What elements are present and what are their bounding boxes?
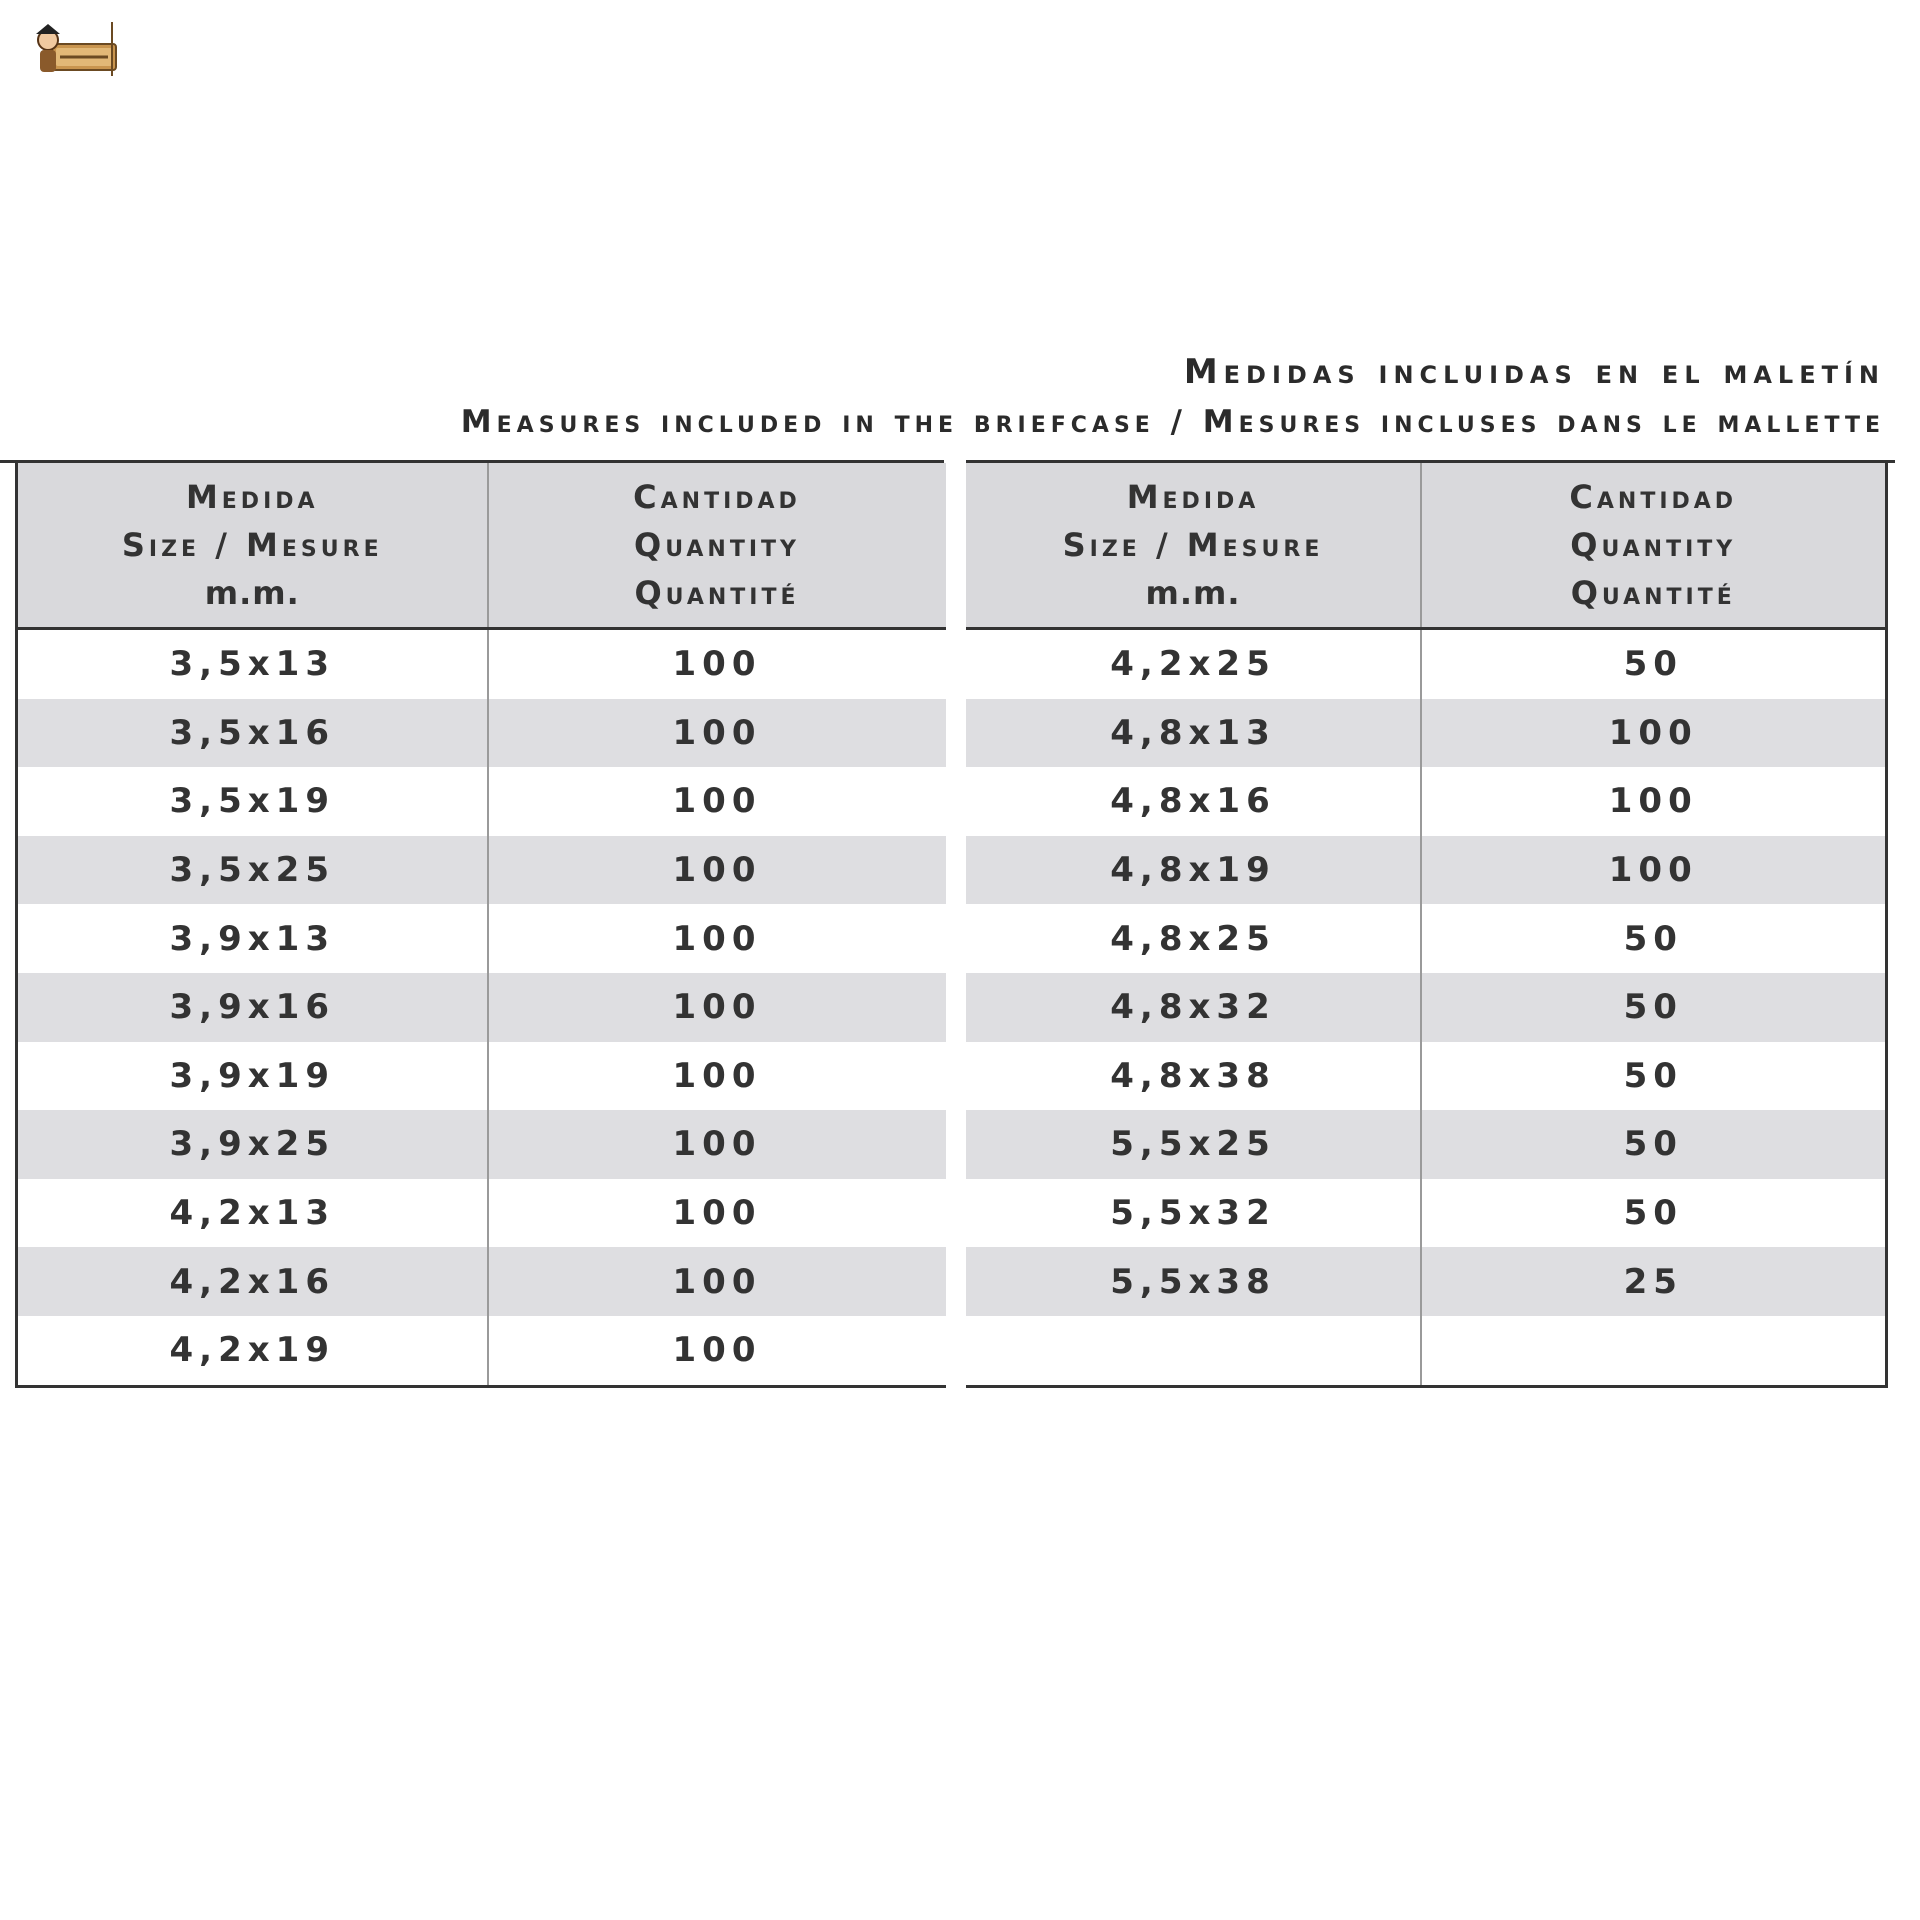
size-cell: 3,9x16 — [17, 973, 488, 1042]
table-header-row — [966, 463, 1886, 629]
size-cell: 4,2x13 — [17, 1179, 488, 1248]
table-row — [17, 836, 946, 905]
quantity-cell: 100 — [1421, 699, 1886, 768]
quantity-cell: 50 — [1421, 1110, 1886, 1179]
size-cell: 4,8x25 — [966, 904, 1421, 973]
table-row — [17, 699, 946, 768]
measures-table-right — [966, 463, 1888, 1388]
table-row — [17, 1316, 946, 1386]
size-cell: 3,5x16 — [17, 699, 488, 768]
size-cell: 4,8x32 — [966, 973, 1421, 1042]
measures-table-left — [15, 463, 946, 1388]
table-row — [17, 1179, 946, 1248]
table-row — [17, 767, 946, 836]
table-row — [17, 1042, 946, 1111]
table-row — [17, 1247, 946, 1316]
quantity-cell: 100 — [488, 1110, 946, 1179]
table-header-row — [17, 463, 946, 629]
quantity-cell: 100 — [1421, 767, 1886, 836]
table-row — [966, 1316, 1886, 1386]
table-row — [966, 973, 1886, 1042]
quantity-cell: 100 — [488, 973, 946, 1042]
table-row — [966, 629, 1886, 699]
size-cell: 3,5x25 — [17, 836, 488, 905]
table-row — [17, 629, 946, 699]
table-row — [966, 836, 1886, 905]
title-spanish: Medidas incluidas en el maletín — [1183, 352, 1885, 392]
size-cell: 3,9x13 — [17, 904, 488, 973]
size-cell: 3,5x13 — [17, 629, 488, 699]
size-cell: 4,8x16 — [966, 767, 1421, 836]
brand-logo-icon — [30, 20, 120, 78]
table-row — [966, 1247, 1886, 1316]
table-row — [966, 1110, 1886, 1179]
quantity-cell: 100 — [488, 1316, 946, 1386]
size-cell: 4,8x19 — [966, 836, 1421, 905]
size-column-header: Medida Size / Mesure m.m. — [17, 463, 488, 629]
quantity-cell: 50 — [1421, 973, 1886, 1042]
size-cell — [966, 1316, 1421, 1386]
size-cell: 3,9x25 — [17, 1110, 488, 1179]
quantity-cell: 100 — [488, 1042, 946, 1111]
quantity-cell: 100 — [488, 904, 946, 973]
quantity-cell: 50 — [1421, 629, 1886, 699]
table-row — [17, 973, 946, 1042]
quantity-cell: 100 — [488, 1247, 946, 1316]
quantity-column-header: Cantidad Quantity Quantité — [488, 463, 946, 629]
quantity-cell: 100 — [488, 836, 946, 905]
size-column-header: Medida Size / Mesure m.m. — [966, 463, 1421, 629]
quantity-cell: 25 — [1421, 1247, 1886, 1316]
size-cell: 4,2x25 — [966, 629, 1421, 699]
size-cell: 5,5x25 — [966, 1110, 1421, 1179]
size-cell: 5,5x38 — [966, 1247, 1421, 1316]
table-row — [17, 904, 946, 973]
table-row — [966, 699, 1886, 768]
size-cell: 4,8x13 — [966, 699, 1421, 768]
size-cell: 4,8x38 — [966, 1042, 1421, 1111]
size-cell: 3,9x19 — [17, 1042, 488, 1111]
size-cell: 5,5x32 — [966, 1179, 1421, 1248]
quantity-cell: 50 — [1421, 904, 1886, 973]
title-english-french: Measures included in the briefcase / Mesures incluses dans le mallette — [460, 404, 1885, 440]
quantity-cell: 50 — [1421, 1179, 1886, 1248]
quantity-column-header: Cantidad Quantity Quantité — [1421, 463, 1886, 629]
size-cell: 3,5x19 — [17, 767, 488, 836]
quantity-cell: 100 — [1421, 836, 1886, 905]
quantity-cell: 100 — [488, 629, 946, 699]
table-row — [966, 1042, 1886, 1111]
table-row — [966, 1179, 1886, 1248]
table-row — [966, 767, 1886, 836]
size-cell: 4,2x19 — [17, 1316, 488, 1386]
size-cell: 4,2x16 — [17, 1247, 488, 1316]
table-row — [17, 1110, 946, 1179]
quantity-cell: 100 — [488, 1179, 946, 1248]
quantity-cell — [1421, 1316, 1886, 1386]
quantity-cell: 100 — [488, 767, 946, 836]
quantity-cell: 100 — [488, 699, 946, 768]
quantity-cell: 50 — [1421, 1042, 1886, 1111]
table-row — [966, 904, 1886, 973]
